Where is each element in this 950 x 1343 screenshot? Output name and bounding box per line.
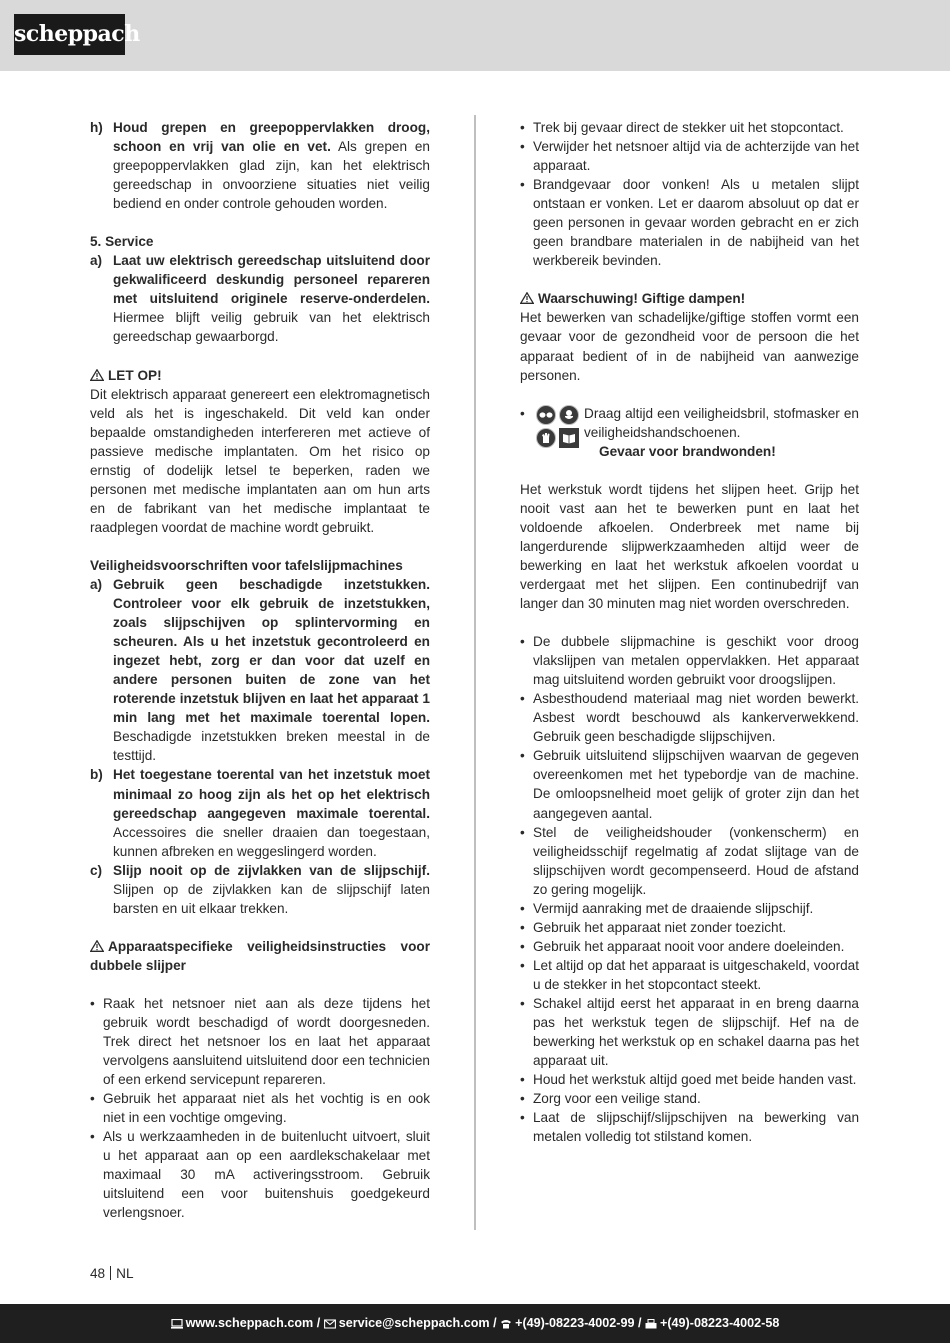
right-top-bullet-list [520,118,859,270]
item-text: Gebruik geen beschadigde inzetstukken. Controleer voor elk gebruik de inzetstukken, zoals slijpschijven op splintervorming en scheuren. Als u het inzetstuk gecontroleerd en ingezet hebt, zorg er dan voor dat uzelf en andere personen buiten de zone van het roterende inzetstuk blijven en laat het apparaat 1 min lang met het maximale toerental lopen. Beschadigde inzetstukken breken meestal in de testtijd. [113,576,430,764]
list-item: • Brandgevaar door vonken! Als u metalen slijpt ontstaan er vonken. Let er daarom absoluut op dat er geen personen in gevaar worden gebracht en er zich geen brandbare materialen in de nabijheid van het werkbereik bevinden. [520,175,859,270]
list-item: • Gebruik het apparaat nooit voor andere doeleinden. [520,937,859,956]
item-text: Houd grepen en greepoppervlakken droog, schoon en vrij van olie en vet. Als grepen en greepoppervlakken glad zijn, kan het elektrisch gereedschap in onvoorziene situaties niet veilig bediend en onder controle gehouden worden. [113,120,430,212]
email-icon [324,1319,336,1329]
page-footer [0,1304,950,1343]
item-label: c) [90,862,103,878]
ppe-icons [535,404,580,449]
footer-website[interactable]: www.scheppach.com [185,1316,314,1330]
list-item: • Trek bij gevaar direct de stekker uit het stopcontact. [520,118,859,137]
footer-phone[interactable]: +(49)-08223-4002-99 [515,1316,635,1330]
read-manual-icon [559,428,579,448]
footer-email[interactable]: service@scheppach.com [338,1316,490,1330]
list-item: • Let altijd op dat het apparaat is uitgeschakeld, voordat u de stekker in het stopcontact steekt. [520,956,859,994]
apparaat-heading: Apparaatspecifieke veiligheidsinstructies voor dubbele slijper [90,938,430,973]
item-text: Het toegestane toerental van het inzetstuk moet minimaal zo hoog zijn als het op het elektrisch gereedschap aangegeven maximale toerental. Accessoires die sneller draaien dan toegestaan, kunnen afbreken en weggeslingerd worden. [113,767,430,859]
item-text: Slijp nooit op de zijvlakken van de slijpschijf. Slijpen op de zijvlakken kan de slijpschijf laten barsten en uit elkaar trekken. [113,862,430,916]
list-item: • Gebruik uitsluitend slijpschijven waarvan de gegeven overeenkomen met het typebordje van de machine. De omloopsnelheid moet gelijk of groter zijn dan het aangegeven aantal. [520,746,859,822]
list-item-tafel-c [90,861,430,918]
letop-heading: LET OP! [90,366,430,385]
list-item-tafel-a [90,575,430,765]
list-item: • Laat de slijpschijf/slijpschijven na bewerking van metalen volledig tot stilstand komen. [520,1108,859,1146]
page-header [0,0,950,71]
list-item: • Zorg voor een veilige stand. [520,1089,859,1108]
item-label: a) [90,253,103,269]
item-label: a) [90,576,103,592]
list-item-service-a [90,251,430,346]
left-column [90,118,430,1222]
letop-text: Dit elektrisch apparaat genereert een elektromagnetisch veld als het is ingeschakeld. Dit veld kan onder bepaalde omstandigheden interfereren met actieve of passieve medische implantaten. Om het risico op ernstig of dodelijk letsel te beperken, raden we personen met medische implantaten aan om hun arts en de fabrikant van het medische implantaat te raadplegen voordat de machine wordt gebruikt. [90,386,430,535]
footer-separator: / [638,1316,642,1330]
item-label: h) [90,120,103,135]
burn-warning: Gevaar voor brandwonden! [599,443,776,459]
bullet-dot: • [520,405,525,421]
warning-heading: Waarschuwing! Giftige dampen! [520,289,859,308]
fax-icon [645,1319,657,1329]
gloves-icon [536,428,556,448]
list-item: • Vermijd aanraking met de draaiende slijpschijf. [520,899,859,918]
page-number [90,1266,134,1281]
dust-mask-icon [559,405,579,425]
goggles-icon [536,405,556,425]
warning-icon [90,369,104,381]
warning-icon [90,940,104,952]
warning-icon [520,292,534,304]
list-item: • Raak het netsnoer niet aan als deze tijdens het gebruik wordt beschadigd of wordt doorgesneden. Trek direct het netsnoer los en laat het apparaat vervolgens aansluitend uitsluitend door een technicien of een erkend servicepunt repareren. [90,994,430,1089]
right-column [520,118,859,1146]
item-text: Laat uw elektrisch gereedschap uitsluitend door gekwalificeerd deskundig personeel repareren met uitsluitend originele reserve-onderdelen. Hiermee blijft veilig gebruik van het elektrisch gereedschap gewaarborgd. [113,253,430,345]
hot-workpiece-text: Het werkstuk wordt tijdens het slijpen heet. Grijp het nooit vast aan het te bewerken punt en laat het voldoende afkoelen. Onderbreek met name bij langerdurende slijpwerkzaamheden altijd weer de bewerking en laat het werkstuk afkoelen voordat u verdergaat met het slijpen. Een continubedrijf van langer dan 30 minuten mag niet worden overschreden. [520,481,859,612]
page-number-separator [110,1266,111,1280]
computer-icon [171,1319,183,1329]
list-item: • Als u werkzaamheden in de buitenlucht uitvoert, sluit u het apparaat aan op een aardlekschakelaar met maximaal 30 mA activeringsstroom. Gebruik uitsluitend een voor buitenshuis goedgekeurd verlengsnoer. [90,1127,430,1222]
list-item: • Stel de veiligheidshouder (vonkenscherm) en veiligheidsschijf regelmatig af zodat slijtage van de slijpschijven wordt gecompenseerd. Houd de afstand zo gering mogelijk. [520,823,859,899]
page-language: NL [116,1266,134,1281]
list-item: • De dubbele slijpmachine is geschikt voor droog vlakslijpen van metalen oppervlakken. Het apparaat mag uitsluitend worden gebruikt voor droogslijpen. [520,632,859,689]
list-item: • Asbesthoudend materiaal mag niet worden bewerkt. Asbest wordt beschouwd als kankerverwekkend. Gebruik geen beschadigde slijpschijven. [520,689,859,746]
ppe-text [584,404,859,461]
service-heading: 5. Service [90,234,154,250]
list-item-h [90,118,430,213]
list-item: • Gebruik het apparaat niet als het vochtig is en ook niet in een vochtige omgeving. [90,1089,430,1127]
list-item-tafel-b [90,765,430,860]
footer-separator: / [493,1316,497,1330]
column-divider [474,115,476,1230]
item-label: b) [90,767,103,783]
footer-separator: / [316,1316,321,1330]
list-item: • Verwijder het netsnoer altijd via de achterzijde van het apparaat. [520,137,859,175]
page-number-value: 48 [90,1266,106,1281]
brand-logo: scheppach [14,14,125,55]
ppe-notice [520,404,859,461]
list-item: • Schakel altijd eerst het apparaat in en breng daarna pas het werkstuk tegen de slijpschijf. Hef na de bewerking het werkstuk op en schakel daarna pas het apparaat uit. [520,994,859,1070]
list-item: • Gebruik het apparaat niet zonder toezicht. [520,918,859,937]
right-bottom-bullet-list [520,632,859,1146]
ppe-instruction: Draag altijd een veiligheidsbril, stofmasker en veiligheidshandschoenen. [584,405,859,440]
list-item: • Houd het werkstuk altijd goed met beide handen vast. [520,1070,859,1089]
left-bullet-list [90,994,430,1223]
footer-fax[interactable]: +(49)-08223-4002-58 [660,1316,780,1330]
tafel-heading: Veiligheidsvoorschriften voor tafelslijpmachines [90,557,403,573]
warning-text: Het bewerken van schadelijke/giftige stoffen vormt een gevaar voor de gezondheid voor de persoon die het apparaat bedient of in de nabijheid van aanwezige personen. [520,310,859,383]
phone-icon [500,1319,512,1329]
